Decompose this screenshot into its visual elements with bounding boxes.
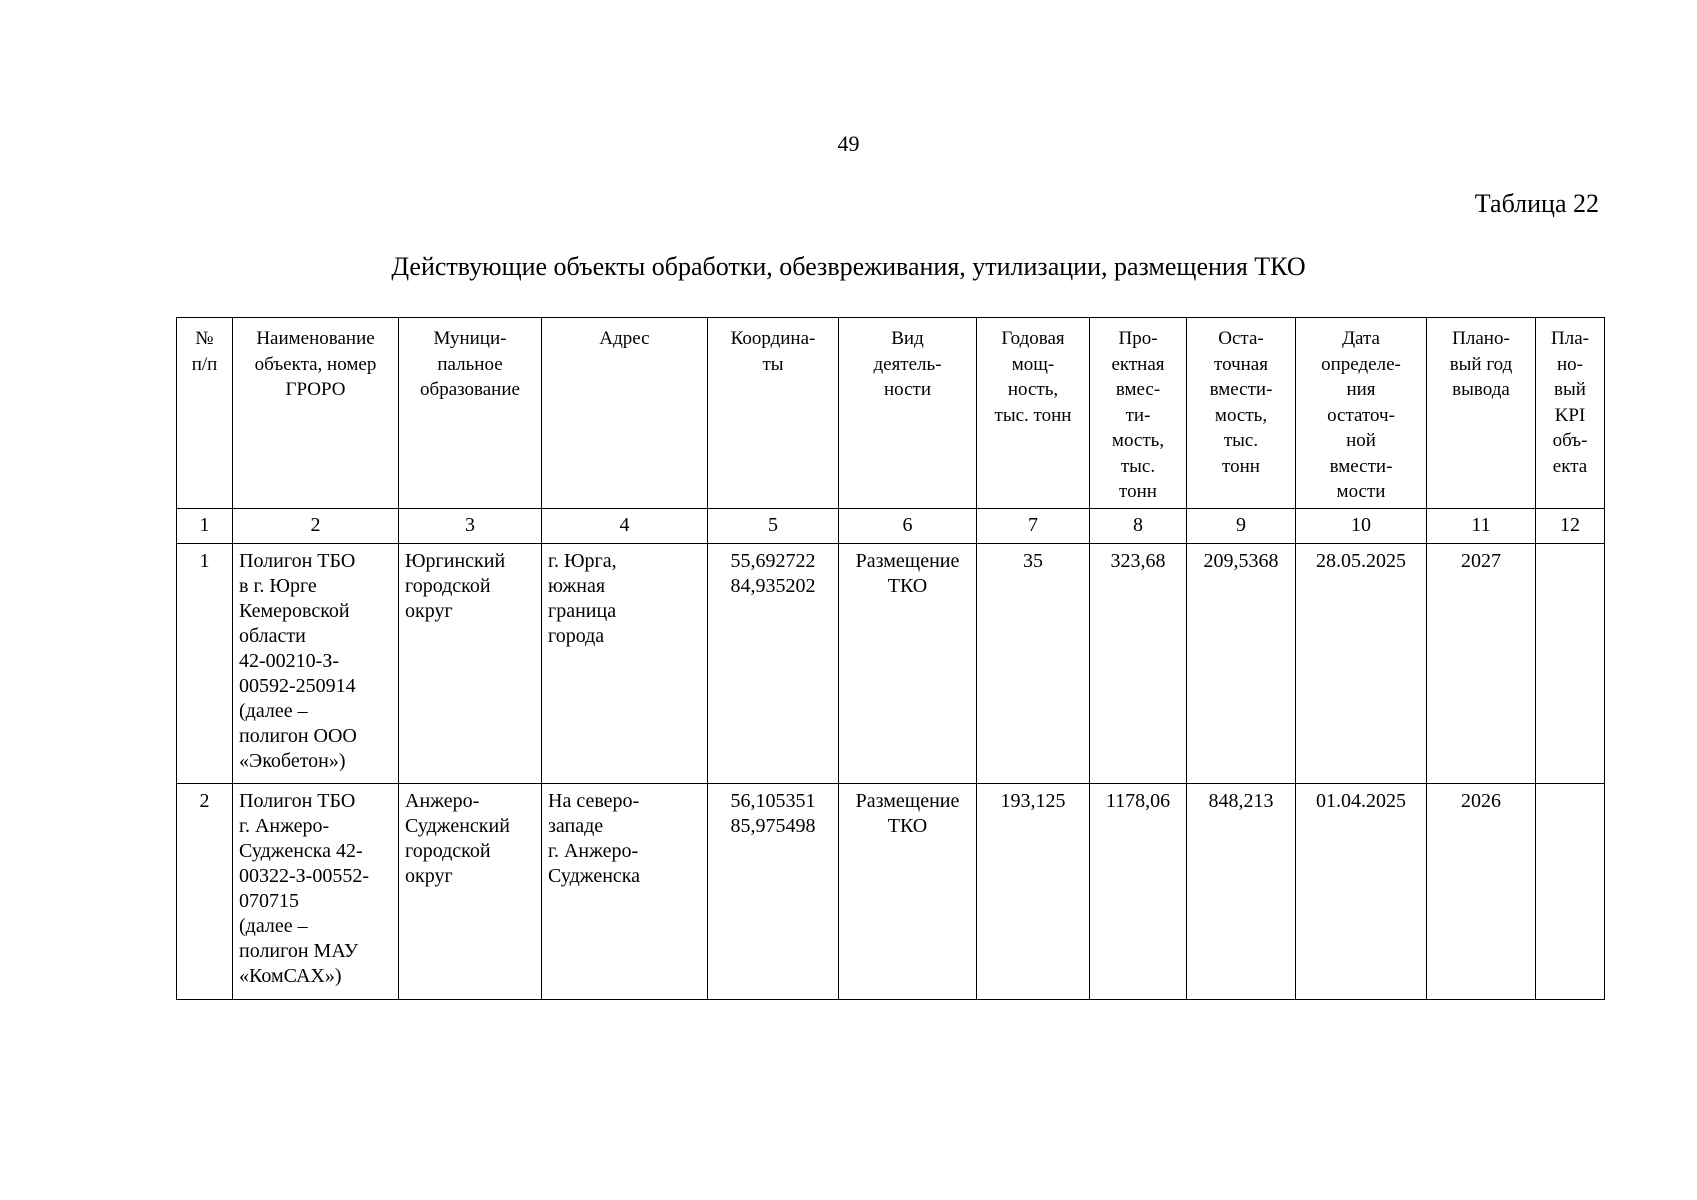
address-cell: г. Юрга, южная граница города [542,543,708,783]
header-cell-residual-date: Дата определе- ния остаточ- ной вмести- мости [1296,318,1427,509]
design-capacity-cell: 1178,06 [1090,783,1187,999]
table-header-row [177,318,1605,509]
header-cell-coordinates: Координа- ты [708,318,839,509]
residual-date-cell: 01.04.2025 [1296,783,1427,999]
table-row [177,783,1605,999]
column-number-cell: 11 [1427,508,1536,543]
column-number-row [177,508,1605,543]
header-cell-name: Наименование объекта, номер ГРОРО [233,318,399,509]
column-number-cell: 7 [977,508,1090,543]
planned-year-cell: 2027 [1427,543,1536,783]
header-cell-residual-capacity: Оста- точная вмести- мость, тыс. тонн [1187,318,1296,509]
document-title: Действующие объекты обработки, обезвреживания, утилизации, размещения ТКО [391,252,1306,281]
column-number-cell: 2 [233,508,399,543]
column-number-cell: 8 [1090,508,1187,543]
column-number-cell: 1 [177,508,233,543]
header-cell-kpi: Пла- но- вый KPI объ- екта [1536,318,1605,509]
column-number-cell: 9 [1187,508,1296,543]
column-number-cell: 3 [399,508,542,543]
header-cell-number: № п/п [177,318,233,509]
coordinates-cell: 55,692722 84,935202 [708,543,839,783]
header-cell-address: Адрес [542,318,708,509]
facility-name-cell: Полигон ТБО г. Анжеро- Судженска 42- 00322-З-00552- 070715 (далее – полигон МАУ «КомСАХ») [233,783,399,999]
column-number-cell: 10 [1296,508,1427,543]
kpi-cell [1536,543,1605,783]
kpi-cell [1536,783,1605,999]
header-cell-activity: Вид деятель- ности [839,318,977,509]
planned-year-cell: 2026 [1427,783,1536,999]
column-number-cell: 6 [839,508,977,543]
residual-capacity-cell: 848,213 [1187,783,1296,999]
activity-cell: Размещение ТКО [839,783,977,999]
municipality-cell: Юргинский городской округ [399,543,542,783]
page-number: 49 [837,131,860,156]
facility-name-cell: Полигон ТБО в г. Юрге Кемеровской области 42-00210-З- 00592-250914 (далее – полигон ООО «Экобетон») [233,543,399,783]
design-capacity-cell: 323,68 [1090,543,1187,783]
municipality-cell: Анжеро- Судженский городской округ [399,783,542,999]
residual-capacity-cell: 209,5368 [1187,543,1296,783]
address-cell: На северо- западе г. Анжеро- Судженска [542,783,708,999]
facilities-table [176,317,1605,1000]
column-number-cell: 5 [708,508,839,543]
header-cell-design-capacity: Про- ектная вмес- ти- мость, тыс. тонн [1090,318,1187,509]
column-number-cell: 4 [542,508,708,543]
annual-capacity-cell: 193,125 [977,783,1090,999]
residual-date-cell: 28.05.2025 [1296,543,1427,783]
header-cell-municipality: Муници- пальное образование [399,318,542,509]
activity-cell: Размещение ТКО [839,543,977,783]
table-row [177,543,1605,783]
header-cell-annual-capacity: Годовая мощ- ность, тыс. тонн [977,318,1090,509]
row-number-cell: 2 [177,783,233,999]
table-label: Таблица 22 [1474,189,1599,218]
annual-capacity-cell: 35 [977,543,1090,783]
coordinates-cell: 56,105351 85,975498 [708,783,839,999]
column-number-cell: 12 [1536,508,1605,543]
header-cell-planned-year: Плано- вый год вывода [1427,318,1536,509]
row-number-cell: 1 [177,543,233,783]
